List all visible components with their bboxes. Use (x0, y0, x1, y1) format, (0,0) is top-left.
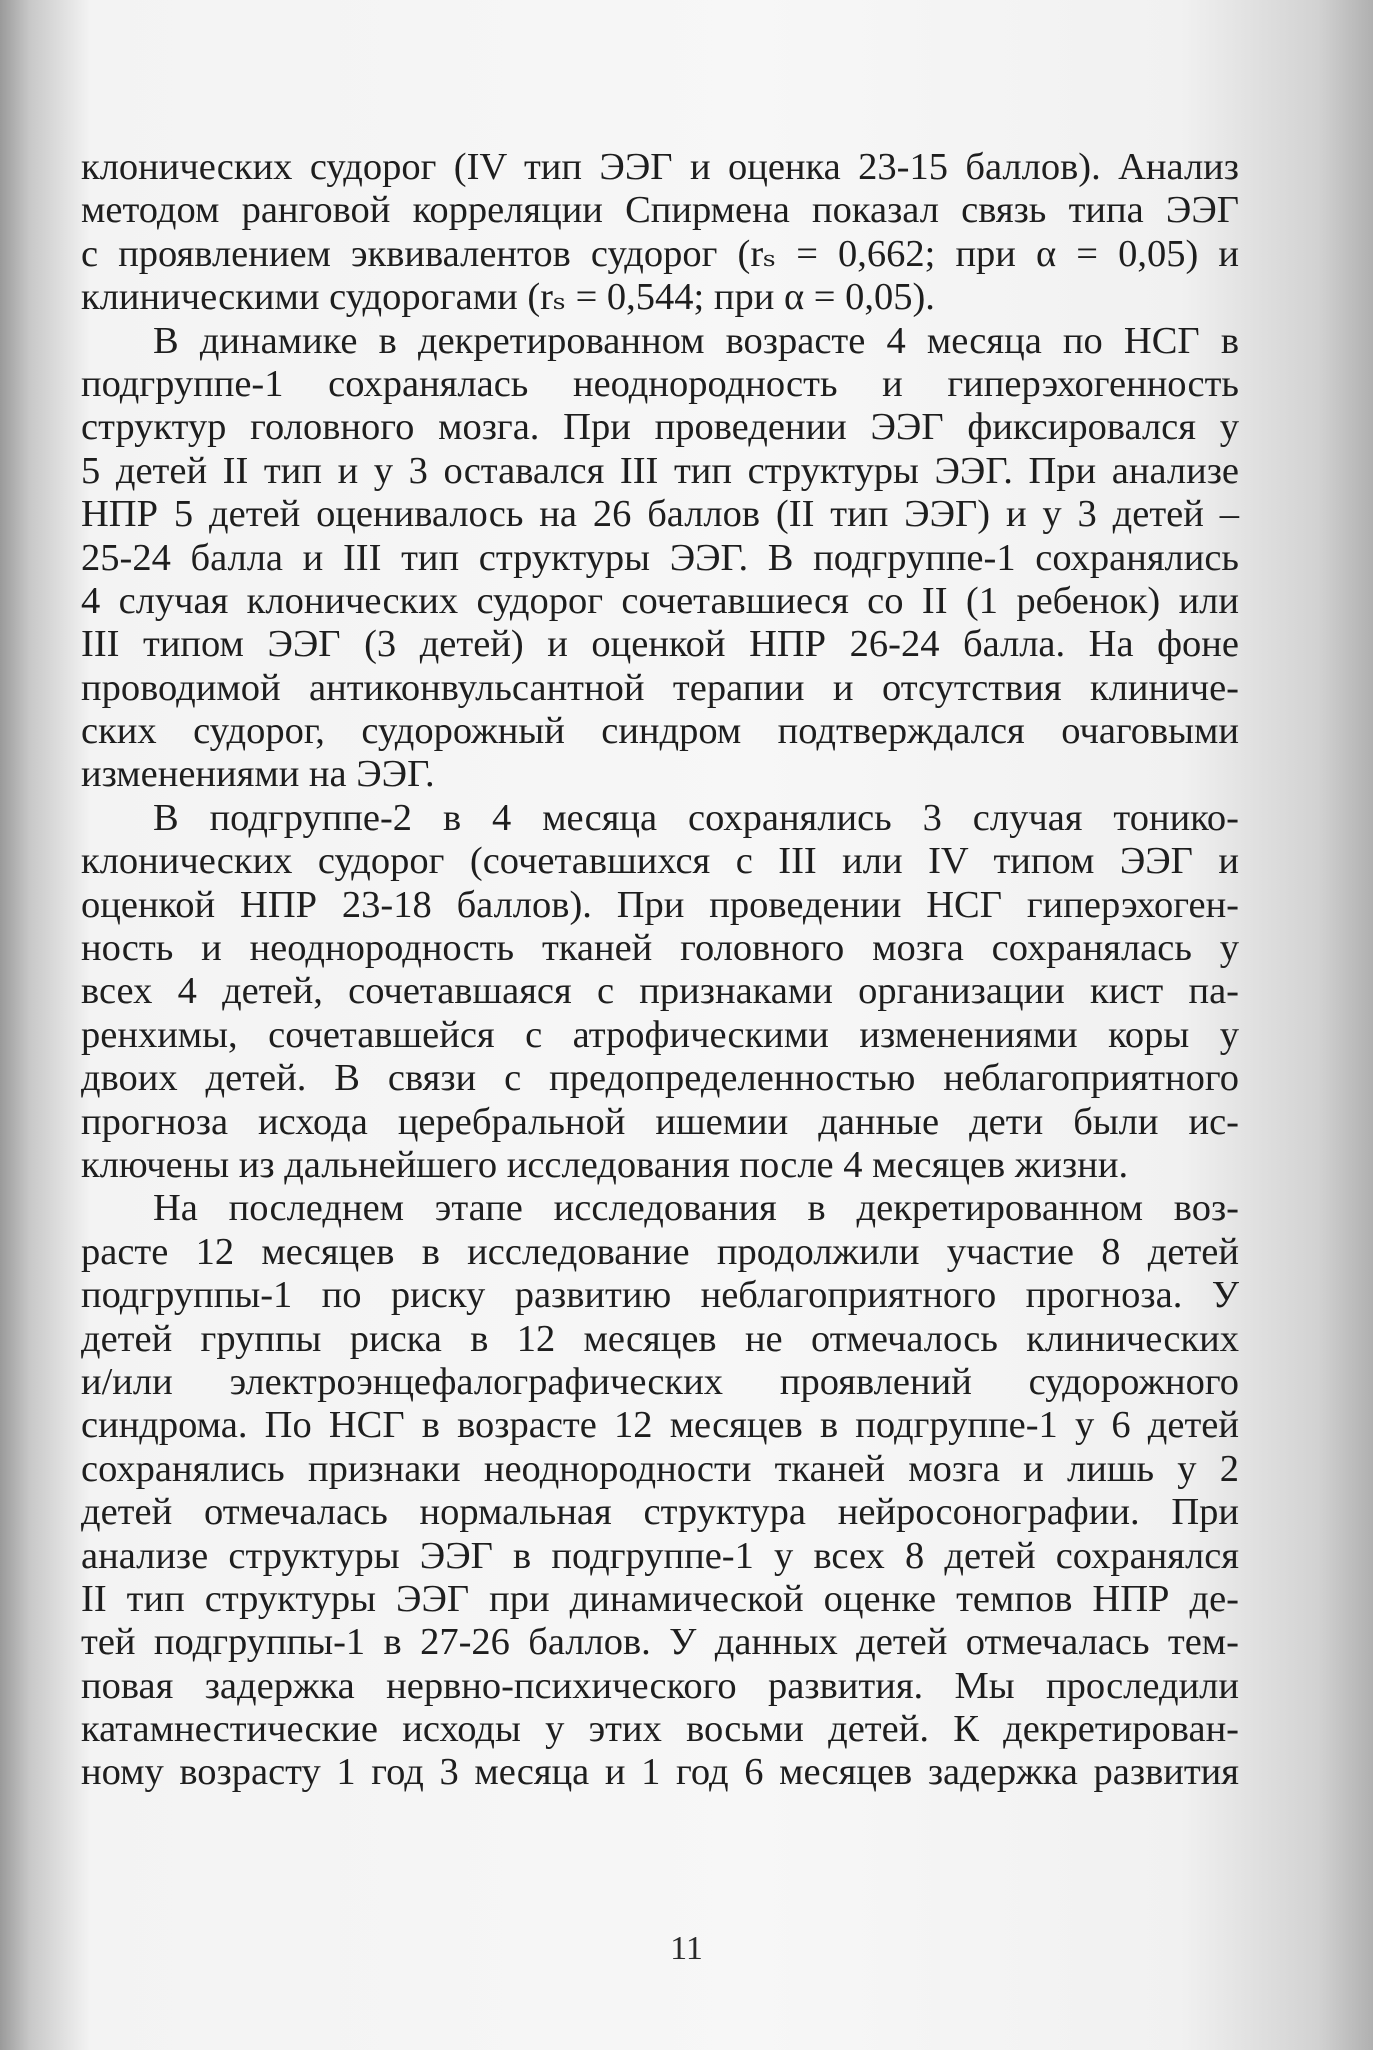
text-line: В подгруппе-2 в 4 месяца сохранялись 3 случая тонико- (153, 796, 1239, 839)
text-line: детей отмечалась нормальная структура нейросонографии. При (81, 1491, 1239, 1534)
page-number: 11 (670, 1930, 703, 1967)
text-line: ному возрасту 1 год 3 месяца и 1 год 6 месяцев задержка развития (81, 1751, 1239, 1794)
text-line: подгруппе-1 сохранялась неоднородность и гиперэхогенность (81, 362, 1239, 405)
text-line: анализе структуры ЭЭГ в подгруппе-1 у всех 8 детей сохранялся (81, 1534, 1239, 1577)
paragraph (81, 1187, 1239, 1794)
text-line: клиническими судорогами (rₛ = 0,544; при α = 0,05). (81, 276, 935, 319)
text-line: 25-24 балла и III тип структуры ЭЭГ. В подгруппе-1 сохранялись (81, 536, 1239, 579)
text-line: клонических судорог (IV тип ЭЭГ и оценка 23-15 баллов). Анализ (81, 146, 1239, 188)
body-text (81, 146, 1239, 1795)
text-line: клонических судорог (сочетавшихся с III или IV типом ЭЭГ и (81, 840, 1239, 883)
text-line: методом ранговой корреляции Спирмена показал связь типа ЭЭГ (81, 189, 1239, 232)
paragraph (81, 320, 1239, 797)
text-line: структур головного мозга. При проведении ЭЭГ фиксировался у (81, 406, 1239, 449)
text-line: всех 4 детей, сочетавшаяся с признаками организации кист па- (81, 970, 1239, 1013)
text-line: прогноза исхода церебральной ишемии данные дети были ис- (81, 1100, 1239, 1143)
text-line: сохранялись признаки неоднородности тканей мозга и лишь у 2 (81, 1447, 1239, 1490)
text-line: ских судорог, судорожный синдром подтверждался очаговыми (81, 710, 1239, 753)
text-line: На последнем этапе исследования в декретированном воз- (153, 1187, 1239, 1230)
text-line: 4 случая клонических судорог сочетавшиеся со II (1 ребенок) или (81, 579, 1239, 622)
text-line: изменениями на ЭЭГ. (81, 753, 435, 796)
text-line: тей подгруппы-1 в 27-26 баллов. У данных детей отмечалась тем- (81, 1621, 1239, 1664)
text-line: синдрома. По НСГ в возрасте 12 месяцев в подгруппе-1 у 6 детей (81, 1404, 1239, 1447)
text-line: расте 12 месяцев в исследование продолжили участие 8 детей (81, 1230, 1239, 1273)
text-line: II тип структуры ЭЭГ при динамической оценке темпов НПР де- (81, 1577, 1239, 1620)
text-line: III типом ЭЭГ (3 детей) и оценкой НПР 26-24 балла. На фоне (81, 623, 1239, 666)
text-line: и/или электроэнцефалографических проявлений судорожного (81, 1360, 1239, 1403)
text-line: повая задержка нервно-психического развития. Мы проследили (81, 1664, 1239, 1707)
paragraph (81, 797, 1239, 1188)
paragraph (81, 146, 1239, 320)
text-line: ренхимы, сочетавшейся с атрофическими изменениями коры у (81, 1013, 1239, 1056)
text-line: детей группы риска в 12 месяцев не отмечалось клинических (81, 1317, 1239, 1360)
text-line: В динамике в декретированном возрасте 4 месяца по НСГ в (153, 319, 1239, 362)
text-line: оценкой НПР 23-18 баллов). При проведении НСГ гиперэхоген- (81, 883, 1239, 926)
text-line: 5 детей II тип и у 3 оставался III тип структуры ЭЭГ. При анализе (81, 449, 1239, 492)
text-line: ность и неоднородность тканей головного мозга сохранялась у (81, 927, 1239, 970)
text-line: с проявлением эквивалентов судорог (rₛ = 0,662; при α = 0,05) и (81, 232, 1239, 275)
text-line: ключены из дальнейшего исследования после 4 месяцев жизни. (81, 1143, 1129, 1186)
text-line: проводимой антиконвульсантной терапии и отсутствия клиниче- (81, 666, 1239, 709)
text-line: подгруппы-1 по риску развитию неблагоприятного прогноза. У (81, 1274, 1239, 1317)
text-line: НПР 5 детей оценивалось на 26 баллов (II тип ЭЭГ) и у 3 детей – (81, 493, 1239, 536)
text-line: двоих детей. В связи с предопределенностью неблагоприятного (81, 1057, 1239, 1100)
text-line: катамнестические исходы у этих восьми детей. К декретирован- (81, 1708, 1239, 1751)
